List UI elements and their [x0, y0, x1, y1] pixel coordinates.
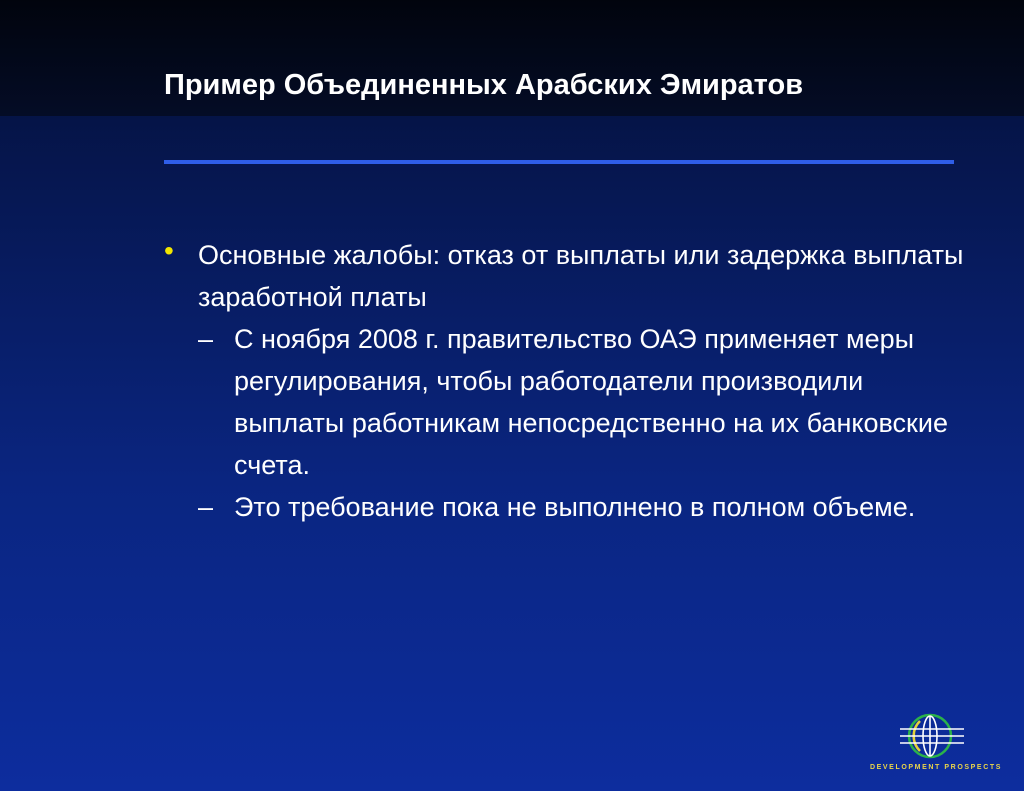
sub-bullet-item [164, 318, 964, 486]
sub-bullet-item [164, 486, 964, 528]
logo-text: DEVELOPMENT PROSPECTS [869, 764, 1002, 771]
slide-title: Пример Объединенных Арабских Эмиратов [164, 69, 804, 101]
slide-content [164, 234, 964, 528]
bullet-item [164, 234, 964, 318]
sub-bullet-marker: – [198, 492, 214, 522]
sub-bullet-text: Это требование пока не выполнено в полном объеме. [234, 492, 916, 522]
title-underline [164, 160, 954, 164]
sub-bullet-marker: – [198, 324, 214, 354]
bullet-marker: • [164, 235, 174, 266]
bullet-text: Основные жалобы: отказ от выплаты или задержка выплаты заработной платы [198, 240, 964, 312]
globe-logo-icon [898, 712, 966, 760]
logo [866, 712, 1006, 782]
sub-bullet-text: С ноября 2008 г. правительство ОАЭ применяет меры регулирования, чтобы работодатели производили выплаты работникам непосредственно на их банковские счета. [234, 324, 948, 480]
